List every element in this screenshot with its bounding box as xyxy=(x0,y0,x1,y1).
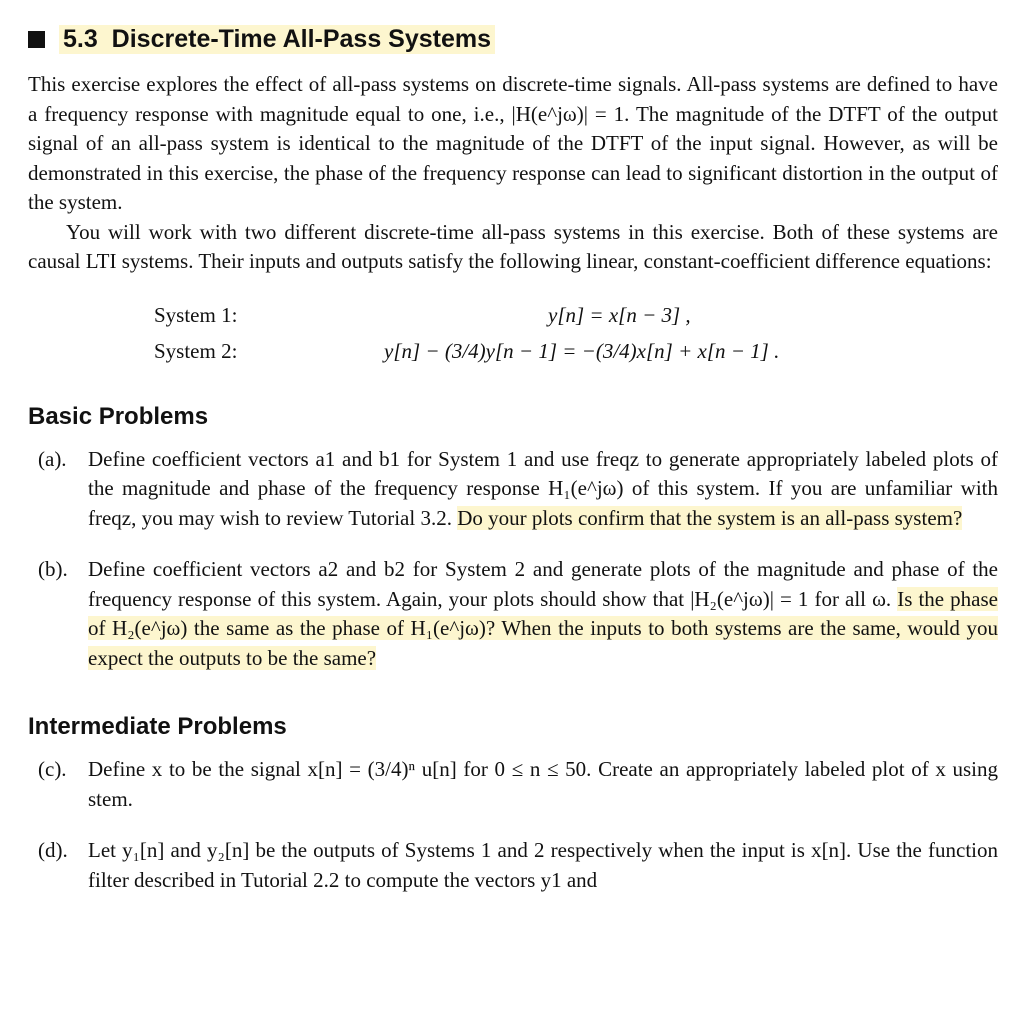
system-2-label: System 2: xyxy=(154,338,238,363)
section-number: 5.3 xyxy=(63,24,98,53)
problem-b-highlight: Is the phase of H₂(e^jω) the same as the phase of H₁(e^jω)? When the inputs to both systems are the same, would you expect the outputs to be the same? xyxy=(88,586,998,670)
problem-a-body xyxy=(88,445,998,534)
problem-c-tag: (c). xyxy=(38,757,67,781)
section-heading xyxy=(28,22,998,56)
section-title xyxy=(59,25,495,54)
problem-c xyxy=(28,755,998,814)
problem-a xyxy=(28,445,998,534)
problem-b-body xyxy=(88,555,998,673)
system-1-label: System 1: xyxy=(154,302,238,327)
section-title-text: Discrete-Time All-Pass Systems xyxy=(111,24,492,53)
problem-b-tag: (b). xyxy=(38,557,68,581)
section-bullet-icon xyxy=(28,31,45,48)
page xyxy=(28,22,998,917)
problem-b xyxy=(28,555,998,673)
intermediate-problems-heading: Intermediate Problems xyxy=(28,713,287,740)
problem-d xyxy=(28,836,998,895)
basic-problems-heading: Basic Problems xyxy=(28,402,209,430)
problem-a-tag: (a). xyxy=(38,446,67,471)
problem-d-tag: (d). xyxy=(38,838,68,862)
system-2-equation: y[n] − (3/4)y[n − 1] = −(3/4)x[n] + x[n − 1] . xyxy=(384,338,780,363)
problem-b-text: Define coefficient vectors a2 and b2 for System 2 and generate plots of the magnitude and phase of the frequency response of this system. Again, your plots should show that |H₂(e^jω)| = 1 for all ω. xyxy=(88,557,998,611)
problem-a-text: Define coefficient vectors a1 and b1 for System 1 and use freqz to generate appropriately labeled plots of the magnitude and phase of the frequency response H₁(e^jω) of this system. If you are unfamiliar with freqz, you may wish to review Tutorial 3.2. xyxy=(88,446,998,530)
intro-paragraph-1: This exercise explores the effect of all-pass systems on discrete-time signals. All-pass systems are defined to have a frequency response with magnitude equal to one, i.e., |H(e^jω)| = 1. The magnitude of the DTFT of the output signal of an all-pass system is identical to the magnitude of the DTFT of the input signal. However, as will be demonstrated in this exercise, the phase of the frequency response can lead to significant distortion in the output of the system. xyxy=(28,72,998,214)
difference-equations xyxy=(28,303,998,375)
problem-d-text: Let y₁[n] and y₂[n] be the outputs of Systems 1 and 2 respectively when the input is x[n]. Use the function filter described in Tutorial 2.2 to compute the vectors y1 and xyxy=(88,838,998,892)
intro-paragraph-2: You will work with two different discrete-time all-pass systems in this exercise. Both of these systems are causal LTI systems. Their inputs and outputs satisfy the following linear, constant-coefficient difference equations: xyxy=(28,219,998,273)
problem-c-text: Define x to be the signal x[n] = (3/4)ⁿ u[n] for 0 ≤ n ≤ 50. Create an appropriately labeled plot of x using stem. xyxy=(88,757,998,811)
system-1-equation: y[n] = x[n − 3] , xyxy=(548,302,691,327)
problem-a-highlight: Do your plots confirm that the system is an all-pass system? xyxy=(457,505,963,530)
